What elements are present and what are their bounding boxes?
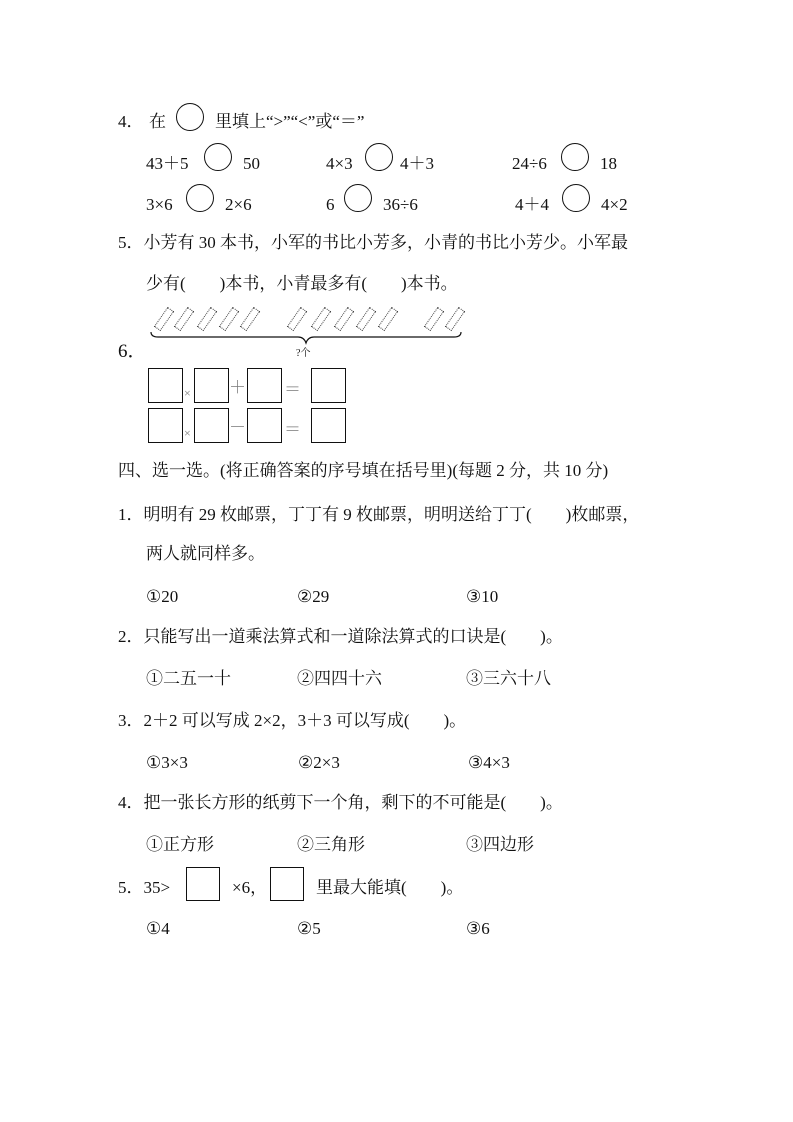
expr-right: 4＋3 — [400, 154, 434, 173]
answer-circle[interactable] — [562, 184, 590, 212]
section-title: 四、选一选。(将正确答案的序号填在括号里)(每题 2 分，共 10 分) — [118, 461, 609, 480]
pencil-icon — [174, 307, 194, 331]
expr-right: 50 — [243, 154, 260, 173]
pencil-icon — [424, 307, 444, 331]
expr-left: 4×3 — [326, 154, 353, 173]
pencil-icon — [240, 307, 260, 331]
question-text: 1．明明有 29 枚邮票，丁丁有 9 枚邮票，明明送给丁丁( )枚邮票， — [118, 505, 640, 524]
option[interactable]: ②四四十六 — [297, 669, 382, 688]
expr-left: 24÷6 — [512, 154, 547, 173]
q5-line1: 5．小芳有 30 本书，小军的书比小芳多，小青的书比小芳少。小军最 — [118, 233, 628, 252]
answer-box[interactable] — [270, 867, 304, 901]
answer-circle[interactable] — [204, 143, 232, 171]
answer-box[interactable] — [247, 368, 282, 403]
option[interactable]: ②29 — [297, 587, 330, 606]
expr-left: 4＋4 — [515, 195, 549, 214]
option[interactable]: ①20 — [146, 587, 179, 606]
q4-prefix: 在 — [149, 112, 166, 131]
expr-left: 43＋5 — [146, 154, 189, 173]
operator: ＋ — [229, 378, 246, 397]
operator: ＝ — [284, 380, 301, 399]
q5-line2: 少有( )本书，小青最多有( )本书。 — [146, 274, 458, 293]
option[interactable]: ①4 — [146, 919, 170, 938]
expr-right: 4×2 — [601, 195, 628, 214]
answer-box[interactable] — [247, 408, 282, 443]
question-text: 2．只能写出一道乘法算式和一道除法算式的口诀是( )。 — [118, 627, 563, 646]
q4-number: 4． — [118, 112, 144, 131]
brace-label: ?个 — [296, 348, 311, 359]
answer-box[interactable] — [311, 368, 346, 403]
answer-circle[interactable] — [344, 184, 372, 212]
pencil-icon — [219, 307, 239, 331]
q6-number: 6． — [118, 341, 147, 362]
circle-blank — [176, 103, 204, 131]
option[interactable]: ③三六十八 — [466, 669, 551, 688]
answer-circle[interactable] — [186, 184, 214, 212]
pencil-icon — [287, 307, 307, 331]
question-text: ×6， — [232, 878, 268, 897]
pencil-icon — [311, 307, 331, 331]
operator: × — [184, 426, 191, 440]
option[interactable]: ②5 — [297, 919, 321, 938]
question-text: 4．把一张长方形的纸剪下一个角，剩下的不可能是( )。 — [118, 793, 563, 812]
answer-box[interactable] — [186, 867, 220, 901]
question-text: 3．2＋2 可以写成 2×2，3＋3 可以写成( )。 — [118, 711, 467, 730]
pencil-icon — [378, 307, 398, 331]
question-text-cont: 两人就同样多。 — [146, 544, 265, 563]
pencil-icon — [154, 307, 174, 331]
answer-box[interactable] — [194, 408, 229, 443]
answer-circle[interactable] — [365, 143, 393, 171]
answer-box[interactable] — [311, 408, 346, 443]
question-text: 里最大能填( )。 — [316, 878, 464, 897]
expr-right: 18 — [600, 154, 617, 173]
q4-instruction: 里填上“>”“<”或“＝” — [215, 112, 365, 131]
answer-box[interactable] — [148, 368, 183, 403]
option[interactable]: ①正方形 — [146, 835, 214, 854]
answer-box[interactable] — [194, 368, 229, 403]
question-text: 5．35> — [118, 878, 171, 897]
option[interactable]: ①3×3 — [146, 753, 188, 772]
operator: × — [184, 386, 191, 400]
pencil-icon — [356, 307, 376, 331]
expr-right: 2×6 — [225, 195, 252, 214]
option[interactable]: ③4×3 — [468, 753, 510, 772]
expr-left: 6 — [326, 195, 335, 214]
operator: ＝ — [284, 420, 301, 439]
option[interactable]: ②三角形 — [297, 835, 365, 854]
pencil-icon — [197, 307, 217, 331]
answer-circle[interactable] — [561, 143, 589, 171]
answer-box[interactable] — [148, 408, 183, 443]
option[interactable]: ③10 — [466, 587, 499, 606]
expr-right: 36÷6 — [383, 195, 418, 214]
expr-left: 3×6 — [146, 195, 173, 214]
option[interactable]: ③6 — [466, 919, 490, 938]
option[interactable]: ①二五一十 — [146, 669, 231, 688]
option[interactable]: ③四边形 — [466, 835, 534, 854]
operator: － — [229, 418, 246, 437]
pencil-icon — [445, 307, 465, 331]
option[interactable]: ②2×3 — [298, 753, 340, 772]
pencil-icon — [334, 307, 354, 331]
